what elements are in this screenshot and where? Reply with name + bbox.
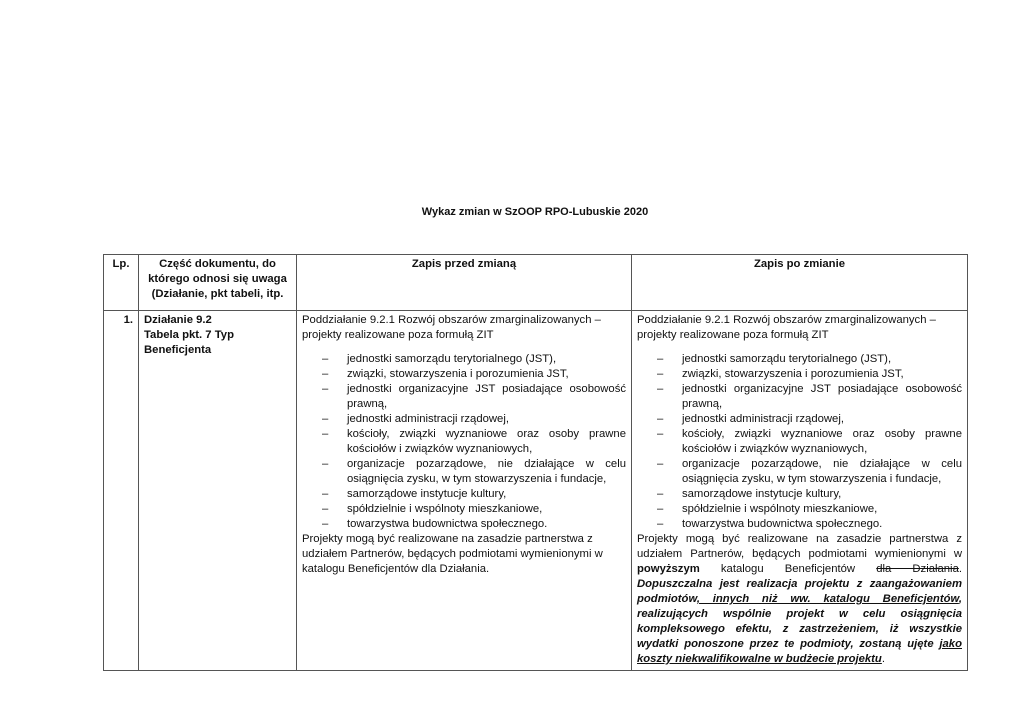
list-item: – związki, stowarzyszenia i porozumienia JST, — [682, 367, 962, 382]
list-item: – samorządowe instytucje kultury, — [347, 487, 626, 502]
row-part — [139, 311, 297, 671]
list-item: – jednostki samorządu terytorialnego (JST), — [682, 352, 962, 367]
list-item: – organizacje pozarządowe, nie działające w celu osiągnięcia zysku, w tym stowarzyszenia i fundacje, — [347, 457, 626, 487]
header-row — [104, 255, 968, 311]
after-paragraph — [637, 532, 962, 667]
list-item: – jednostki administracji rządowej, — [682, 412, 962, 427]
before-list — [302, 352, 626, 532]
list-item: – organizacje pozarządowe, nie działające w celu osiągnięcia zysku, w tym stowarzyszenia i fundacje, — [682, 457, 962, 487]
list-item: – jednostki organizacyjne JST posiadające osobowość prawną, — [682, 382, 962, 412]
part-line-1: Działanie 9.2 — [144, 314, 212, 326]
list-item: – spółdzielnie i wspólnoty mieszkaniowe, — [347, 502, 626, 517]
after-text-2: powyższym — [637, 563, 700, 575]
changes-table — [103, 254, 968, 671]
header-after: Zapis po zmianie — [632, 255, 968, 311]
after-list — [637, 352, 962, 532]
list-item: – towarzystwa budownictwa społecznego. — [682, 517, 962, 532]
after-text-5: . — [958, 563, 962, 575]
part-line-2: Tabela pkt. 7 Typ Beneficjenta — [144, 329, 234, 356]
list-item: – samorządowe instytucje kultury, — [682, 487, 962, 502]
after-text-struck: dla Działania — [876, 563, 959, 575]
list-item: – jednostki samorządu terytorialnego (JST), — [347, 352, 626, 367]
after-text-10: . — [881, 653, 885, 665]
before-paragraph: Projekty mogą być realizowane na zasadzie partnerstwa z udziałem Partnerów, będących podmiotami wymienionymi w katalogu Beneficjentów dla Działania. — [302, 533, 603, 575]
list-item: – jednostki administracji rządowej, — [347, 412, 626, 427]
header-lp: Lp. — [104, 255, 139, 311]
after-text-9: jako koszty niekwalifikowalne w budżecie projektu — [637, 638, 962, 665]
list-item: – towarzystwa budownictwa społecznego. — [347, 517, 626, 532]
after-intro: Poddziałanie 9.2.1 Rozwój obszarów zmarginalizowanych – projekty realizowane poza formułą ZIT — [637, 314, 936, 341]
after-text-3: katalogu Beneficjentów — [699, 563, 877, 575]
list-item: – jednostki organizacyjne JST posiadające osobowość prawną, — [347, 382, 626, 412]
list-item: – kościoły, związki wyznaniowe oraz osoby prawne kościołów i związków wyznaniowych, — [347, 427, 626, 457]
list-item: – związki, stowarzyszenia i porozumienia JST, — [347, 367, 626, 382]
before-cell — [297, 311, 632, 671]
after-text-1: Projekty mogą być realizowane na zasadzie partnerstwa z udziałem Partnerów, będących podmiotami wymienionymi w — [637, 533, 962, 560]
header-before: Zapis przed zmianą — [297, 255, 632, 311]
list-item: – kościoły, związki wyznaniowe oraz osoby prawne kościołów i związków wyznaniowych, — [682, 427, 962, 457]
before-intro: Poddziałanie 9.2.1 Rozwój obszarów zmarginalizowanych – projekty realizowane poza formułą ZIT — [302, 314, 601, 341]
list-item: – spółdzielnie i wspólnoty mieszkaniowe, — [682, 502, 962, 517]
after-text-6: Dopuszczalna jest realizacja projektu z zaangażowaniem podmiotów — [637, 578, 962, 605]
row-number: 1. — [104, 311, 139, 671]
after-text-7: , innych niż ww. katalogu Beneficjentów — [696, 593, 959, 605]
header-part: Część dokumentu, do którego odnosi się uwaga (Działanie, pkt tabeli, itp. — [139, 255, 297, 311]
document-title: Wykaz zmian w SzOOP RPO-Lubuskie 2020 — [421, 206, 649, 218]
table-row — [104, 311, 968, 671]
after-cell — [632, 311, 968, 671]
after-text-8: , realizujących wspólnie projekt w celu osiągnięcia kompleksowego efektu, z zastrzeżeniem, iż wszystkie wydatki ponoszone przez te podmioty, zostaną ujęte — [637, 593, 962, 650]
